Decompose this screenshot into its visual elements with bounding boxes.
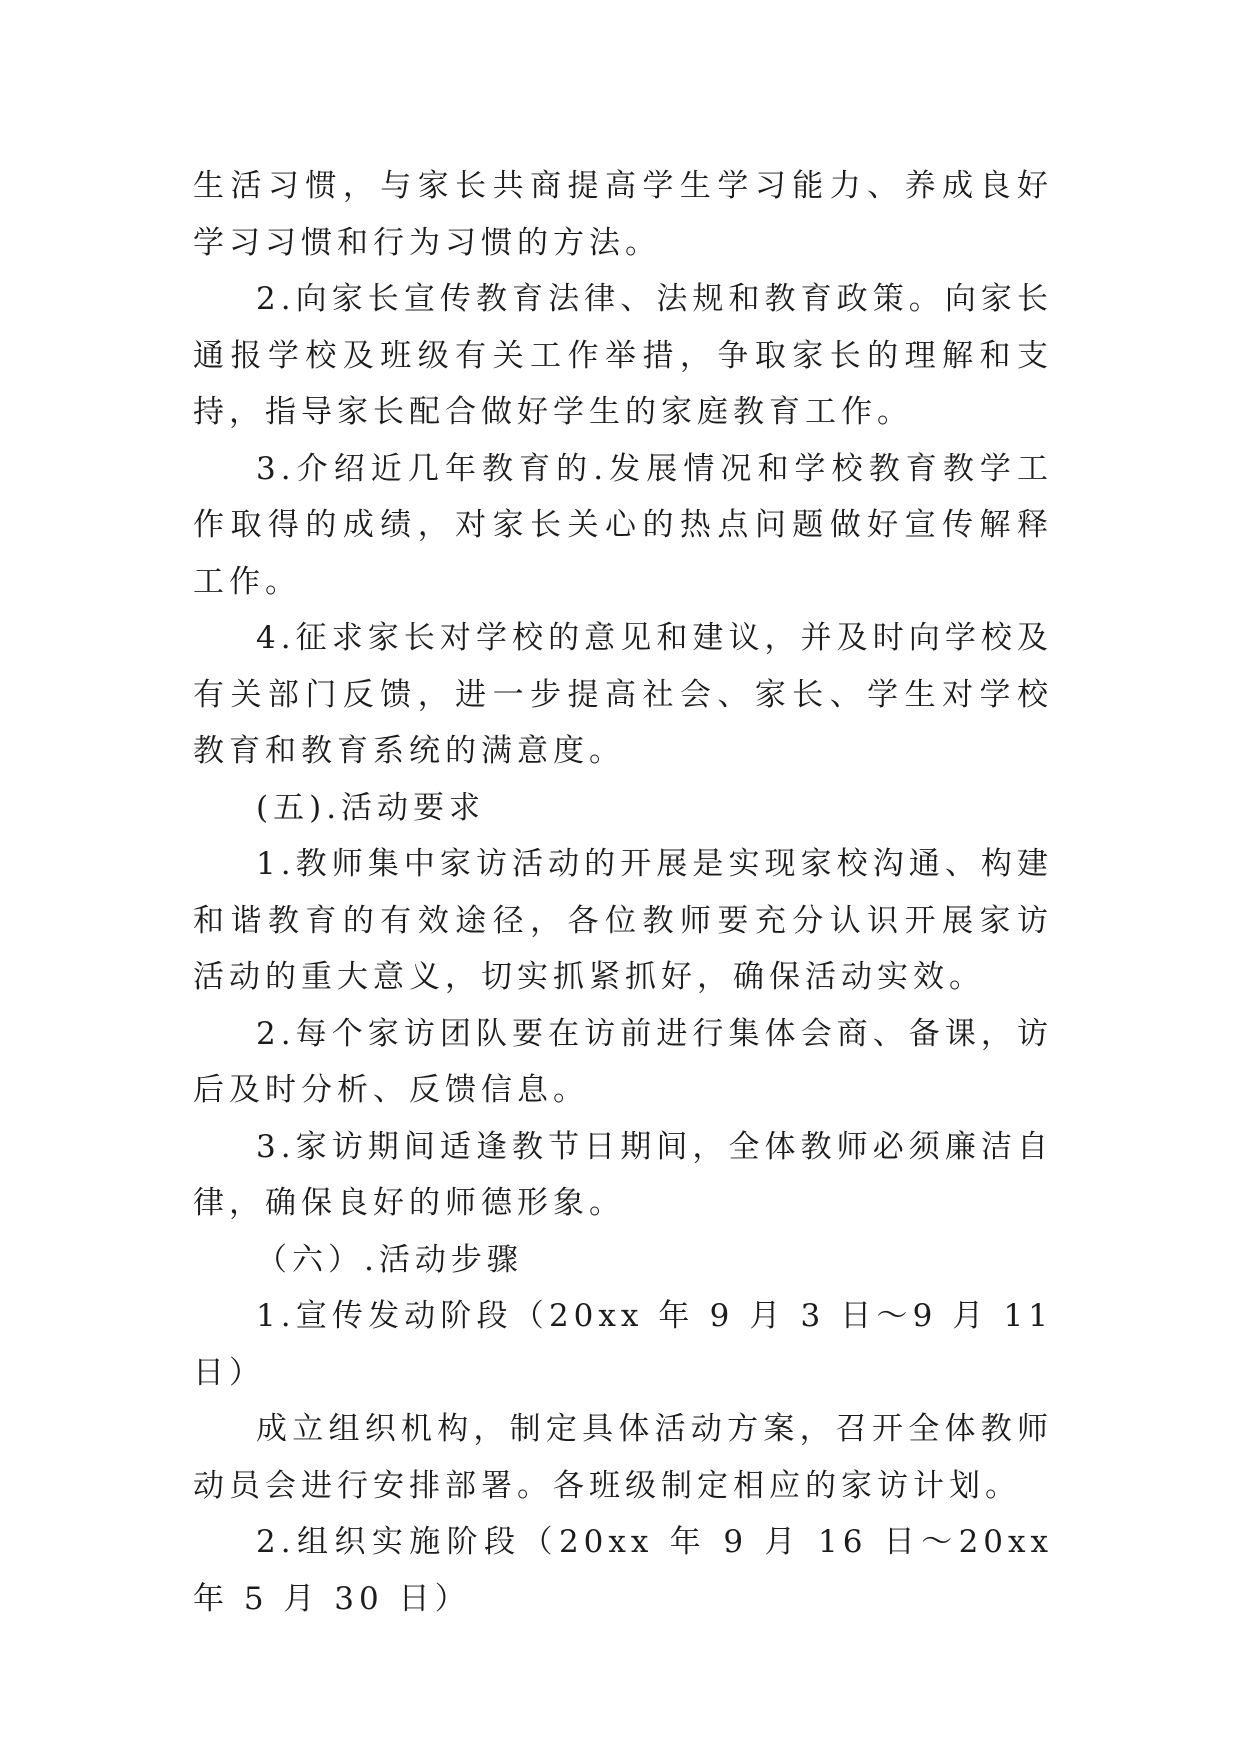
paragraph-item-4-feedback: 4.征求家长对学校的意见和建议，并及时向学校及有关部门反馈，进一步提高社会、家长、学生对学校教育和教育系统的满意度。 [193,620,1053,769]
paragraph-item-2-policy: 2.向家长宣传教育法律、法规和教育政策。向家长通报学校及班级有关工作举措，争取家长的理解和支持，指导家长配合做好学生的家庭教育工作。 [193,281,1053,430]
paragraph-step-1-title: 1.宣传发动阶段（20xx 年 9 月 3 日～9 月 11 日） [193,1298,1053,1391]
paragraph-step-2-title: 2.组织实施阶段（20xx 年 9 月 16 日～20xx 年 5 月 30 日） [193,1524,1053,1617]
paragraph-step-1-body: 成立组织机构，制定具体活动方案，召开全体教师动员会进行安排部署。各班级制定相应的家访计划。 [193,1411,1053,1504]
paragraph-requirement-2: 2.每个家访团队要在访前进行集体会商、备课，访后及时分析、反馈信息。 [193,1015,1053,1108]
paragraph-requirement-3: 3.家访期间适逢教节日期间，全体教师必须廉洁自律，确保良好的师德形象。 [193,1128,1053,1221]
document-body [193,158,1053,1627]
paragraph-item-3-development: 3.介绍近几年教育的.发展情况和学校教育教学工作取得的成绩，对家长关心的热点问题做好宣传解释工作。 [193,450,1053,600]
paragraph-continuation: 生活习惯，与家长共商提高学生学习能力、养成良好学习习惯和行为习惯的方法。 [193,168,1053,261]
section-heading-steps: （六）.活动步骤 [256,1241,523,1278]
section-heading-requirements: (五).活动要求 [256,789,486,826]
paragraph-requirement-1: 1.教师集中家访活动的开展是实现家校沟通、构建和谐教育的有效途径，各位教师要充分认识开展家访活动的重大意义，切实抓紧抓好，确保活动实效。 [193,846,1053,995]
